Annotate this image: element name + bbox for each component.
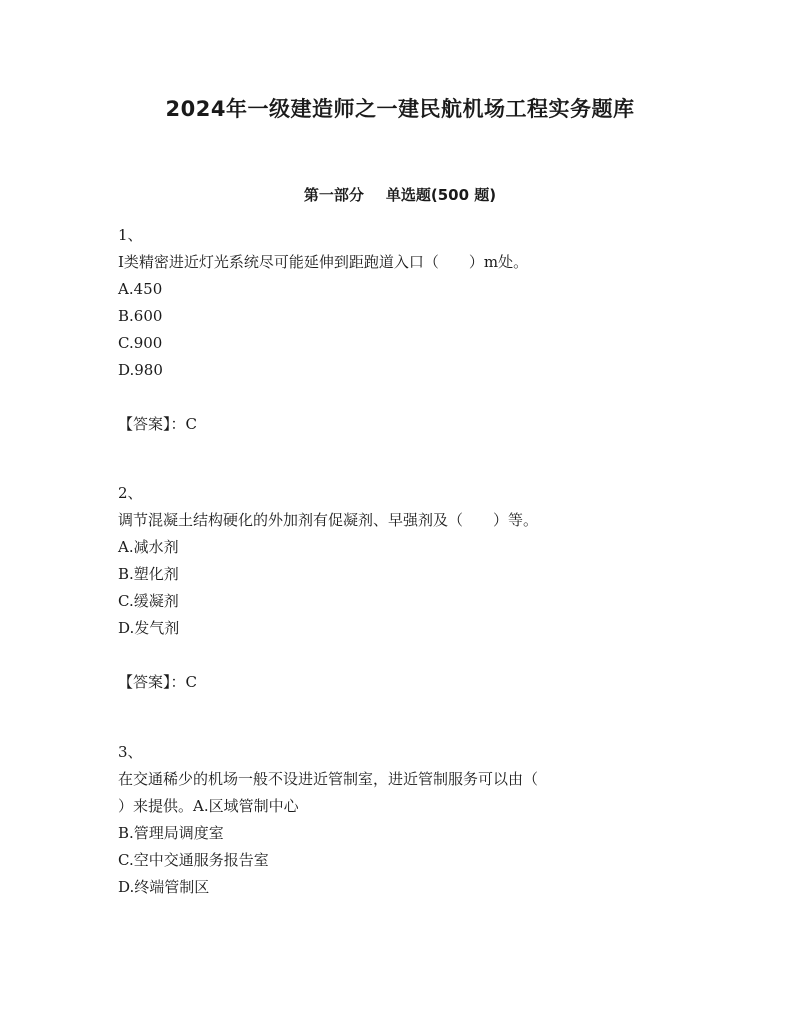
option-b: B.塑化剂 (118, 565, 179, 583)
section-part: 第一部分 (303, 186, 364, 204)
question-stem: I类精密进近灯光系统尽可能延伸到距跑道入口（ ）m处。 (118, 253, 529, 271)
document-title: 2024年一级建造师之一建民航机场工程实务题库 (165, 97, 635, 121)
answer: 【答案】：C (118, 415, 197, 433)
option-a: A.减水剂 (118, 538, 179, 556)
question-2 (118, 480, 678, 696)
question-number: 2、 (118, 484, 143, 502)
section-heading (0, 184, 800, 206)
question-1 (118, 222, 678, 438)
option-b: B.管理局调度室 (118, 824, 224, 842)
question-stem: 在交通稀少的机场一般不设进近管制室，进近管制服务可以由（ (118, 770, 539, 788)
question-stem: 调节混凝土结构硬化的外加剂有促凝剂、早强剂及（ ）等。 (118, 511, 539, 529)
section-type: 单选题(500 题) (385, 186, 497, 204)
answer: 【答案】：C (118, 673, 197, 691)
option-d: D.980 (118, 361, 163, 379)
question-3 (118, 739, 678, 901)
option-d: D.发气剂 (118, 619, 180, 637)
option-c: C.缓凝剂 (118, 592, 179, 610)
question-stem-continued: ）来提供。A.区域管制中心 (118, 797, 299, 815)
option-d: D.终端管制区 (118, 878, 210, 896)
option-b: B.600 (118, 307, 163, 325)
option-a: A.450 (118, 280, 163, 298)
option-c: C.900 (118, 334, 163, 352)
question-number: 3、 (118, 743, 143, 761)
option-c: C.空中交通服务报告室 (118, 851, 269, 869)
question-number: 1、 (118, 226, 143, 244)
